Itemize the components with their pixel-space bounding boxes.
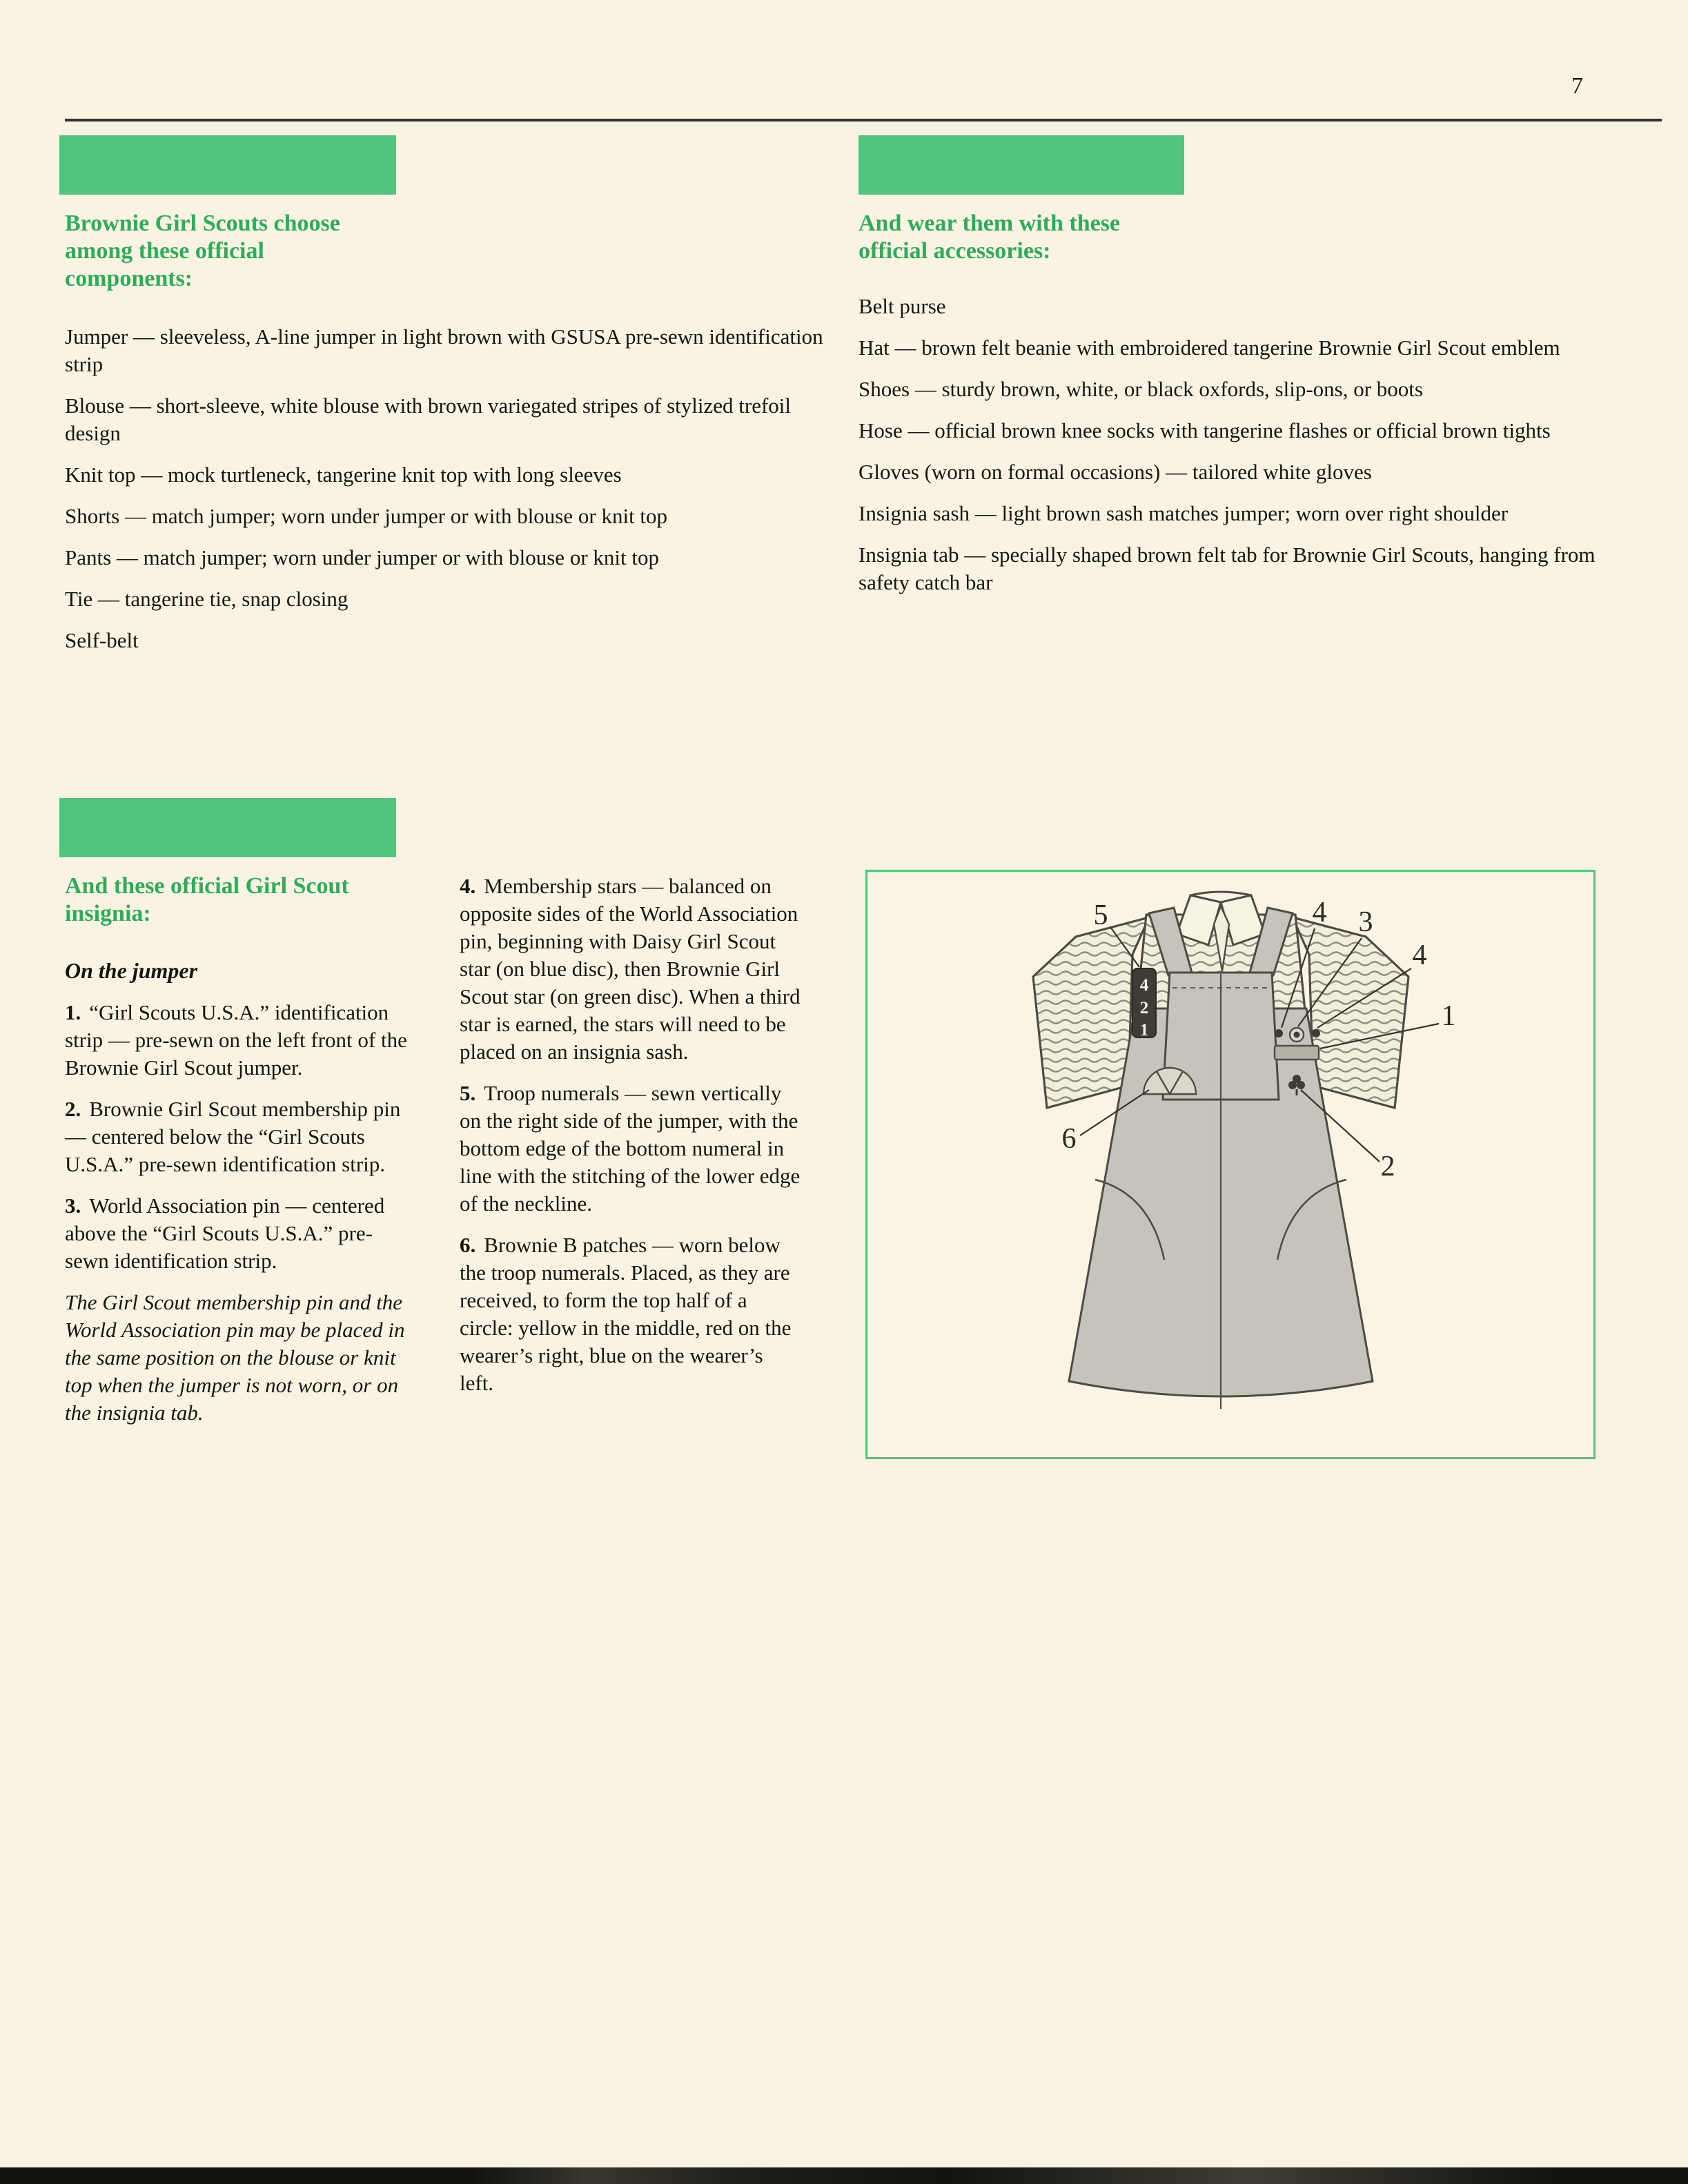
accessory-item: Belt purse [858,294,946,318]
component-item: Pants — match jumper; worn under jumper or with blouse or knit top [65,545,659,569]
item-number: 3. [65,1193,81,1218]
accessory-item: Insignia tab — specially shaped brown felt tab for Brownie Girl Scouts, hanging from safety catch bar [858,542,1596,594]
accessory-item: Insignia sash — light brown sash matches jumper; worn over right shoulder [858,500,1509,525]
membership-star-right [1312,1029,1320,1037]
item-number: 2. [65,1097,81,1122]
insignia-item-2 [65,1095,409,1178]
troop-numeral: 4 [1139,976,1149,995]
item-text: Membership stars — balanced on opposite sides of the World Association pin, beginning with Daisy Girl Scout star (on blue disc), then Brownie Girl Scout star (on green disc). When a third star is earned, the stars will need to be placed on an insignia sash. [460,874,801,1064]
accessories-heading: And wear them with these official accessories: [858,211,1121,264]
insignia-heading: And these official Girl Scout insignia: [65,873,349,926]
uniform-illustration [865,870,1596,1459]
item-text: Troop numerals — sewn vertically on the right side of the jumper, with the bottom edge of the bottom numeral in line with the stitching of the lower edge of the neckline. [460,1080,801,1216]
callout-world-pin: 3 [1358,906,1373,938]
item-text: “Girl Scouts U.S.A.” identification strip — pre-sewn on the left front of the Brownie Girl Scout jumper. [65,1000,407,1080]
insignia-column-2 [460,872,802,1411]
id-strip [1275,1046,1319,1060]
insignia-note: The Girl Scout membership pin and the World Association pin may be placed in the same position on the blouse or knit top when the jumper is not worn, or on the insignia tab. [65,1290,405,1425]
item-text: Brownie B patches — worn below the troop numerals. Placed, as they are received, to form the top half of a circle: yellow in the middle, red on the wearer’s right, blue on the wearer’s left. [460,1232,792,1395]
callout-membership-pin: 2 [1380,1151,1395,1182]
components-accent-bar [59,135,396,195]
insignia-item-6 [460,1231,802,1397]
item-text: Brownie Girl Scout membership pin — centered below the “Girl Scouts U.S.A.” pre-sewn identification strip. [65,1097,401,1177]
callout-troop-numerals: 5 [1093,899,1108,931]
component-item: Shorts — match jumper; worn under jumper or with blouse or knit top [65,503,668,528]
component-item: Knit top — mock turtleneck, tangerine knit top with long sleeves [65,462,622,487]
troop-numeral: 1 [1139,1021,1149,1040]
accessories-accent-bar [858,135,1184,195]
insignia-item-3 [65,1192,409,1275]
insignia-item-4 [460,872,802,1066]
insignia-item-5 [460,1080,802,1218]
item-number: 6. [460,1232,476,1257]
component-item: Self-belt [65,627,139,652]
components-list [65,323,827,668]
item-number: 4. [460,874,476,898]
insignia-subheading: On the jumper [65,958,198,983]
accessories-list [858,293,1614,610]
component-item: Jumper — sleeveless, A-line jumper in light brown with GSUSA pre-sewn identification strip [65,324,823,376]
accessory-item: Hat — brown felt beanie with embroidered tangerine Brownie Girl Scout emblem [858,335,1560,360]
accessory-item: Hose — official brown knee socks with tangerine flashes or official brown tights [858,418,1551,442]
accessory-item: Gloves (worn on formal occasions) — tailored white gloves [858,459,1372,484]
component-item: Blouse — short-sleeve, white blouse with brown variegated stripes of stylized trefoil design [65,393,792,445]
item-text: World Association pin — centered above the “Girl Scouts U.S.A.” pre-sewn identification strip. [65,1193,385,1274]
components-heading: Brownie Girl Scouts choose among these official components: [65,211,340,291]
scan-edge [0,2167,1688,2184]
callout-b-patches: 6 [1061,1123,1077,1155]
troop-numerals-patch [1132,968,1156,1040]
item-number: 5. [460,1080,476,1105]
membership-star-left [1275,1029,1283,1037]
top-rule [65,119,1662,121]
callout-id-strip: 1 [1441,1000,1456,1032]
callout-star-left: 4 [1312,897,1327,928]
page-number: 7 [1571,73,1583,99]
component-item: Tie — tangerine tie, snap closing [65,586,349,611]
troop-numeral: 2 [1139,999,1149,1017]
insignia-accent-bar [59,798,396,857]
callout-star-right: 4 [1412,939,1427,971]
insignia-item-1 [65,999,409,1082]
insignia-column-1 [65,957,409,1441]
uniform-drawing [867,872,1592,1456]
item-number: 1. [65,1000,81,1025]
accessory-item: Shoes — sturdy brown, white, or black oxfords, slip-ons, or boots [858,376,1423,401]
